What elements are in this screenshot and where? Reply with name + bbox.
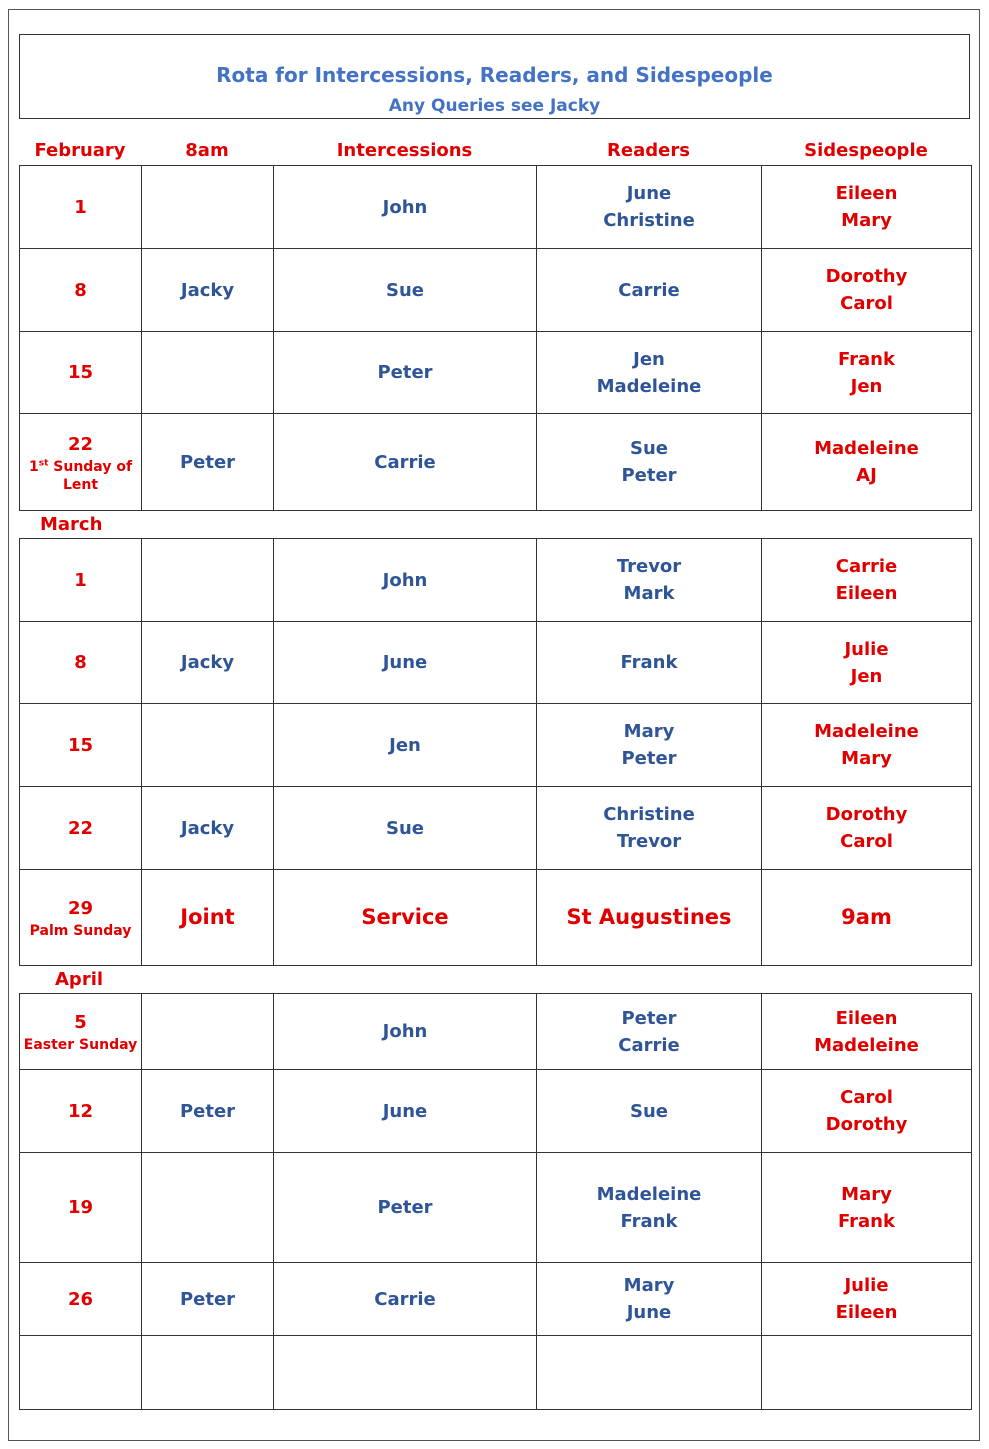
reader-name: Carrie bbox=[618, 279, 680, 301]
sidesperson-name: Eileen bbox=[835, 1302, 898, 1323]
table-row bbox=[20, 870, 972, 966]
sidesperson-name: Madeleine bbox=[814, 438, 919, 459]
early-service-name: Joint bbox=[180, 905, 235, 929]
intercessions-name: Peter bbox=[377, 1197, 433, 1218]
sidesperson-name: 9am bbox=[841, 905, 892, 929]
readers-cell bbox=[537, 622, 762, 704]
intercessions-cell bbox=[274, 787, 537, 870]
intercessions-name: Jen bbox=[389, 734, 421, 756]
reader-name: June bbox=[626, 183, 672, 204]
sidesperson-name: Dorothy bbox=[825, 1114, 908, 1135]
intercessions-cell bbox=[274, 994, 537, 1070]
intercessions-cell bbox=[274, 166, 537, 249]
reader-name: Mary bbox=[623, 721, 675, 742]
intercessions-cell bbox=[274, 622, 537, 704]
sidesperson-name: Dorothy bbox=[825, 266, 908, 287]
reader-name: Peter bbox=[621, 1007, 677, 1029]
table-row bbox=[20, 166, 972, 249]
intercessions-cell bbox=[274, 539, 537, 622]
date-note: Palm Sunday bbox=[29, 923, 132, 939]
date-value: 19 bbox=[67, 1197, 94, 1218]
readers-cell bbox=[537, 1263, 762, 1336]
date-value: 15 bbox=[67, 362, 94, 383]
intercessions-name: Sue bbox=[386, 279, 424, 301]
sidesperson-name: Julie bbox=[844, 638, 889, 660]
sidespeople-cell bbox=[762, 414, 972, 511]
date-cell bbox=[20, 994, 142, 1070]
readers-cell bbox=[537, 870, 762, 966]
readers-cell bbox=[537, 539, 762, 622]
intercessions-cell bbox=[274, 1263, 537, 1336]
early-service-cell bbox=[142, 414, 274, 511]
sidesperson-name: Mary bbox=[841, 748, 892, 769]
reader-name: Mary bbox=[623, 1275, 675, 1296]
sidespeople-cell bbox=[762, 787, 972, 870]
early-service-cell bbox=[142, 1336, 274, 1410]
table-row bbox=[20, 1336, 972, 1410]
reader-name: Carrie bbox=[618, 1034, 680, 1056]
sidespeople-cell bbox=[762, 622, 972, 704]
reader-name: Trevor bbox=[616, 556, 682, 577]
sidespeople-cell bbox=[762, 249, 972, 332]
intercessions-cell bbox=[274, 1070, 537, 1153]
date-note-text: Sunday of Lent bbox=[48, 458, 133, 493]
date-cell bbox=[20, 414, 142, 511]
intercessions-name: June bbox=[382, 1100, 428, 1122]
early-service-name: Jacky bbox=[180, 279, 235, 301]
sidesperson-name: Julie bbox=[844, 1275, 889, 1296]
sidesperson-name: Mary bbox=[841, 210, 892, 231]
intercessions-cell bbox=[274, 704, 537, 787]
intercessions-name: Carrie bbox=[374, 451, 436, 473]
sidesperson-name: AJ bbox=[856, 465, 877, 486]
sidesperson-name: Mary bbox=[841, 1183, 892, 1205]
date-cell bbox=[20, 1153, 142, 1263]
reader-name: St Augustines bbox=[566, 905, 732, 929]
intercessions-name: Sue bbox=[386, 817, 424, 839]
early-service-name: Jacky bbox=[180, 652, 235, 673]
intercessions-cell bbox=[274, 870, 537, 966]
date-note-number: 1 bbox=[28, 458, 39, 475]
date-value: 22 bbox=[67, 433, 94, 455]
title-box bbox=[19, 34, 970, 119]
early-service-cell bbox=[142, 994, 274, 1070]
april-table bbox=[19, 993, 972, 1410]
intercessions-cell bbox=[274, 1153, 537, 1263]
sidespeople-cell bbox=[762, 166, 972, 249]
sidesperson-name: Dorothy bbox=[825, 804, 908, 825]
date-note-ordinal: st bbox=[38, 457, 49, 468]
reader-name: Frank bbox=[620, 1210, 678, 1232]
date-cell bbox=[20, 1263, 142, 1336]
month-label-april: April bbox=[55, 969, 104, 990]
table-row bbox=[20, 249, 972, 332]
intercessions-name: Service bbox=[361, 905, 449, 929]
february-table bbox=[19, 165, 972, 511]
sidespeople-cell bbox=[762, 704, 972, 787]
early-service-name: Jacky bbox=[180, 817, 235, 839]
early-service-cell bbox=[142, 704, 274, 787]
sidespeople-cell bbox=[762, 1153, 972, 1263]
table-row bbox=[20, 622, 972, 704]
header-readers: Readers bbox=[607, 140, 690, 161]
table-row bbox=[20, 994, 972, 1070]
sidespeople-cell bbox=[762, 870, 972, 966]
sidesperson-name: Eileen bbox=[835, 583, 898, 604]
header-8am: 8am bbox=[185, 140, 229, 161]
sidespeople-cell bbox=[762, 994, 972, 1070]
date-note bbox=[20, 458, 141, 494]
table-row bbox=[20, 1263, 972, 1336]
table-row bbox=[20, 414, 972, 511]
reader-name: Christine bbox=[603, 210, 695, 231]
date-cell bbox=[20, 166, 142, 249]
reader-name: June bbox=[626, 1302, 672, 1323]
date-value: 22 bbox=[67, 817, 94, 839]
intercessions-name: Peter bbox=[377, 362, 433, 383]
reader-name: Peter bbox=[621, 465, 677, 486]
intercessions-cell bbox=[274, 332, 537, 414]
sidesperson-name: Madeleine bbox=[814, 721, 919, 742]
readers-cell bbox=[537, 1070, 762, 1153]
sidesperson-name: Frank bbox=[838, 1210, 895, 1232]
date-value: 12 bbox=[67, 1100, 94, 1122]
sidespeople-cell bbox=[762, 1336, 972, 1410]
date-value: 8 bbox=[74, 652, 87, 673]
table-row bbox=[20, 332, 972, 414]
reader-name: Frank bbox=[620, 652, 678, 673]
readers-cell bbox=[537, 787, 762, 870]
reader-name: Mark bbox=[623, 583, 675, 604]
intercessions-name: June bbox=[382, 652, 428, 673]
date-value: 1 bbox=[74, 196, 87, 218]
date-cell bbox=[20, 622, 142, 704]
sidespeople-cell bbox=[762, 332, 972, 414]
march-table bbox=[19, 538, 972, 966]
reader-name: Trevor bbox=[616, 831, 682, 852]
intercessions-cell bbox=[274, 1336, 537, 1410]
date-value: 1 bbox=[74, 569, 87, 591]
early-service-cell bbox=[142, 1263, 274, 1336]
readers-cell bbox=[537, 1153, 762, 1263]
intercessions-cell bbox=[274, 414, 537, 511]
date-cell bbox=[20, 870, 142, 966]
early-service-cell bbox=[142, 787, 274, 870]
early-service-cell bbox=[142, 249, 274, 332]
early-service-cell bbox=[142, 1070, 274, 1153]
table-row bbox=[20, 1070, 972, 1153]
readers-cell bbox=[537, 1336, 762, 1410]
date-cell bbox=[20, 539, 142, 622]
date-cell bbox=[20, 1336, 142, 1410]
sidesperson-name: Carrie bbox=[835, 556, 898, 577]
table-row bbox=[20, 1153, 972, 1263]
sidespeople-cell bbox=[762, 1070, 972, 1153]
readers-cell bbox=[537, 249, 762, 332]
intercessions-cell bbox=[274, 249, 537, 332]
reader-name: Peter bbox=[621, 748, 677, 769]
readers-cell bbox=[537, 414, 762, 511]
early-service-name: Peter bbox=[179, 1100, 236, 1122]
early-service-cell bbox=[142, 539, 274, 622]
date-cell bbox=[20, 332, 142, 414]
intercessions-name: Carrie bbox=[374, 1288, 436, 1310]
date-cell bbox=[20, 704, 142, 787]
date-cell bbox=[20, 787, 142, 870]
date-value: 5 bbox=[74, 1012, 87, 1033]
reader-name: Christine bbox=[603, 804, 695, 825]
sidespeople-cell bbox=[762, 539, 972, 622]
date-note: Easter Sunday bbox=[23, 1037, 138, 1053]
sidesperson-name: Madeleine bbox=[814, 1034, 919, 1056]
sidesperson-name: Frank bbox=[838, 348, 895, 370]
sidesperson-name: Jen bbox=[850, 665, 883, 687]
table-row bbox=[20, 704, 972, 787]
header-february: February bbox=[34, 140, 126, 161]
sidesperson-name: Jen bbox=[850, 375, 883, 397]
sidesperson-name: Carol bbox=[840, 293, 893, 314]
date-cell bbox=[20, 249, 142, 332]
sidespeople-cell bbox=[762, 1263, 972, 1336]
month-label-march: March bbox=[40, 514, 103, 535]
sidesperson-name: Eileen bbox=[835, 1007, 898, 1029]
reader-name: Madeleine bbox=[596, 1183, 702, 1205]
page-title: Rota for Intercessions, Readers, and Sidespeople bbox=[216, 63, 773, 87]
intercessions-name: John bbox=[382, 1021, 428, 1042]
readers-cell bbox=[537, 704, 762, 787]
reader-name: Madeleine bbox=[596, 375, 702, 397]
readers-cell bbox=[537, 332, 762, 414]
early-service-name: Peter bbox=[179, 451, 236, 473]
intercessions-name: John bbox=[382, 196, 428, 218]
page-subtitle: Any Queries see Jacky bbox=[388, 96, 601, 116]
early-service-cell bbox=[142, 166, 274, 249]
sidesperson-name: Eileen bbox=[835, 183, 898, 204]
header-intercessions: Intercessions bbox=[336, 140, 473, 161]
date-cell bbox=[20, 1070, 142, 1153]
early-service-name: Peter bbox=[179, 1288, 236, 1310]
early-service-cell bbox=[142, 332, 274, 414]
early-service-cell bbox=[142, 622, 274, 704]
intercessions-name: John bbox=[382, 569, 428, 591]
table-row bbox=[20, 787, 972, 870]
date-value: 29 bbox=[67, 898, 94, 919]
sidesperson-name: Carol bbox=[840, 1087, 893, 1108]
header-sidespeople: Sidespeople bbox=[804, 140, 928, 161]
readers-cell bbox=[537, 166, 762, 249]
date-value: 26 bbox=[67, 1288, 94, 1310]
reader-name: Jen bbox=[633, 348, 665, 370]
reader-name: Sue bbox=[630, 438, 668, 459]
date-value: 8 bbox=[74, 279, 87, 301]
date-value: 15 bbox=[67, 734, 94, 756]
sidesperson-name: Carol bbox=[840, 831, 893, 852]
table-row bbox=[20, 539, 972, 622]
early-service-cell bbox=[142, 1153, 274, 1263]
early-service-cell bbox=[142, 870, 274, 966]
readers-cell bbox=[537, 994, 762, 1070]
reader-name: Sue bbox=[630, 1100, 668, 1122]
